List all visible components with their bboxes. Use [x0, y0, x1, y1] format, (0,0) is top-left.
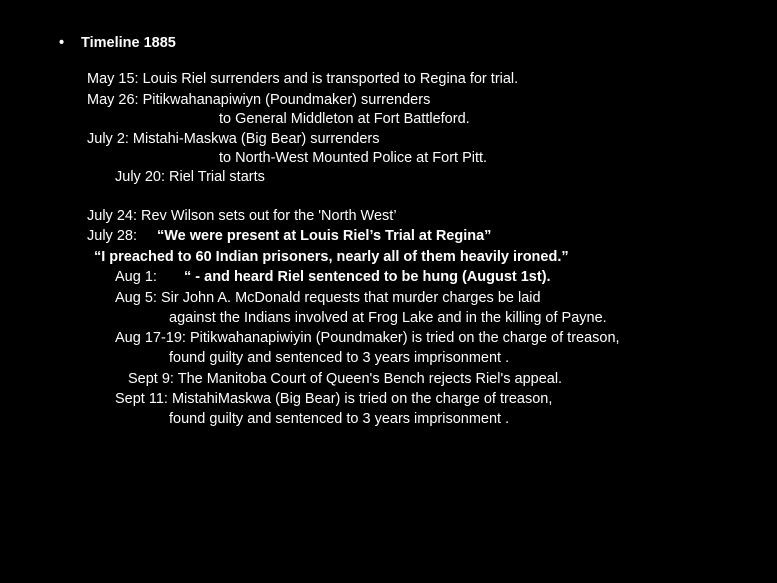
timeline-entry-may-26-cont: to General Middleton at Fort Battleford.: [219, 111, 470, 127]
timeline-entry-sept-11-cont: found guilty and sentenced to 3 years imprisonment .: [169, 411, 510, 427]
timeline-entry-july-2-cont: to North-West Mounted Police at Fort Pitt.: [219, 150, 488, 166]
timeline-entry-aug-1-quote: “ - and heard Riel sentenced to be hung (August 1st).: [184, 269, 551, 285]
timeline-entry-aug-5-cont: against the Indians involved at Frog Lake and in the killing of Payne.: [169, 310, 607, 326]
timeline-entry-aug-17-19-cont: found guilty and sentenced to 3 years imprisonment .: [169, 350, 510, 366]
timeline-entry-may-26: May 26: Pitikwahanapiwiyn (Poundmaker) surrenders: [87, 92, 431, 108]
timeline-entry-july-20: July 20: Riel Trial starts: [115, 169, 265, 185]
timeline-quote-preached: “I preached to 60 Indian prisoners, nearly all of them heavily ironed.”: [94, 249, 569, 265]
timeline-entry-july-2: July 2: Mistahi-Maskwa (Big Bear) surrenders: [87, 131, 380, 147]
timeline-entry-sept-9: Sept 9: The Manitoba Court of Queen's Bench rejects Riel's appeal.: [128, 371, 563, 387]
timeline-entry-sept-11: Sept 11: MistahiMaskwa (Big Bear) is tried on the charge of treason,: [115, 391, 553, 407]
timeline-entry-aug-5: Aug 5: Sir John A. McDonald requests that murder charges be laid: [115, 290, 541, 306]
timeline-entry-july-24: July 24: Rev Wilson sets out for the 'North West’: [87, 208, 397, 224]
timeline-heading: [59, 35, 176, 51]
timeline-title: Timeline 1885: [81, 35, 176, 51]
timeline-entry-july-28-quote: “We were present at Louis Riel’s Trial at Regina”: [157, 228, 492, 244]
timeline-entry-july-28-date: July 28:: [87, 228, 137, 244]
bullet-icon: •: [59, 35, 65, 51]
timeline-entry-may-15: May 15: Louis Riel surrenders and is transported to Regina for trial.: [87, 71, 519, 87]
timeline-entry-aug-17-19: Aug 17-19: Pitikwahanapiwiyin (Poundmaker) is tried on the charge of treason,: [115, 330, 620, 346]
timeline-entry-aug-1-date: Aug 1:: [115, 269, 157, 285]
